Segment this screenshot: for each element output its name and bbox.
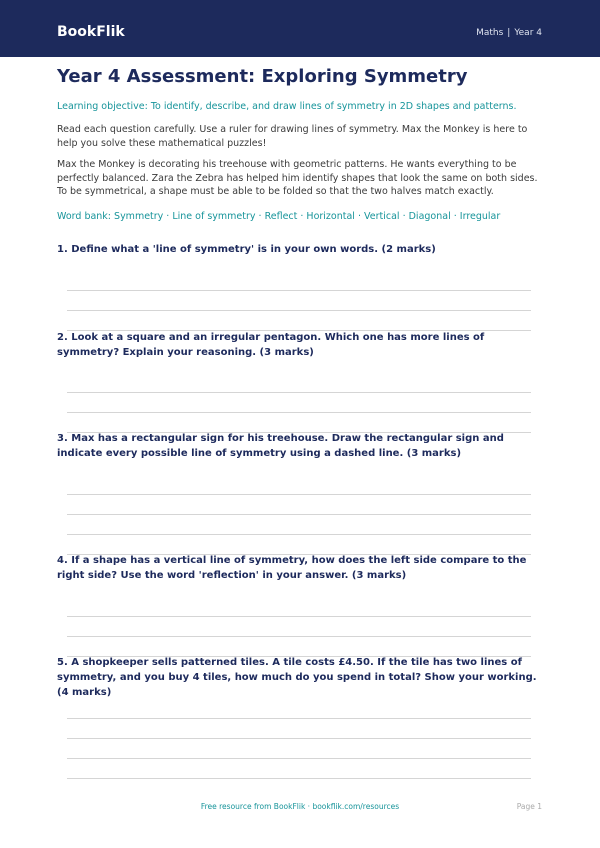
answer-line[interactable] bbox=[67, 392, 531, 393]
answer-line[interactable] bbox=[67, 514, 531, 515]
answer-line[interactable] bbox=[67, 718, 531, 719]
brand-logo[interactable]: BookFlik bbox=[57, 24, 125, 40]
answer-line[interactable] bbox=[67, 412, 531, 413]
question-4: 4. If a shape has a vertical line of symmetry, how does the left side compare to the right side? Use the word 'reflection' in your answer. (3 marks) bbox=[57, 555, 527, 581]
question-2: 2. Look at a square and an irregular pentagon. Which one has more lines of symmetry? Explain your reasoning. (3 marks) bbox=[57, 332, 485, 358]
story-paragraph: Max the Monkey is decorating his treehouse with geometric patterns. He wants everything to be perfectly balanced. Zara the Zebra has helped him identify shapes that look the same on both sides. To be symmetrical, a shape must be able to be folded so that the two halves match exactly. bbox=[57, 159, 538, 197]
page-header bbox=[0, 0, 600, 57]
answer-line[interactable] bbox=[67, 310, 531, 311]
word-bank: Word bank: Symmetry · Line of symmetry · Reflect · Horizontal · Vertical · Diagonal · Irregular bbox=[57, 211, 501, 222]
answer-line[interactable] bbox=[67, 778, 531, 779]
answer-line[interactable] bbox=[67, 616, 531, 617]
breadcrumb-separator: | bbox=[507, 28, 511, 38]
footer-credit[interactable]: Free resource from BookFlik · bookflik.com/resources bbox=[200, 802, 400, 811]
breadcrumb-subject: Maths bbox=[476, 28, 504, 38]
answer-line[interactable] bbox=[67, 290, 531, 291]
question-3: 3. Max has a rectangular sign for his treehouse. Draw the rectangular sign and indicate every possible line of symmetry using a dashed line. (3 marks) bbox=[57, 433, 504, 459]
page-number: Page 1 bbox=[516, 802, 542, 811]
breadcrumb-year: Year 4 bbox=[514, 28, 542, 38]
question-5: 5. A shopkeeper sells patterned tiles. A tile costs £4.50. If the tile has two lines of symmetry, and you buy 4 tiles, how much do you spend in total? Show your working. (4 marks) bbox=[57, 657, 537, 698]
page-title: Year 4 Assessment: Exploring Symmetry bbox=[57, 66, 468, 87]
instructions-paragraph: Read each question carefully. Use a ruler for drawing lines of symmetry. Max the Monkey is here to help you solve these mathematical puzzles! bbox=[57, 124, 528, 149]
learning-objective: Learning objective: To identify, describe, and draw lines of symmetry in 2D shapes and patterns. bbox=[57, 101, 517, 112]
question-1: 1. Define what a 'line of symmetry' is in your own words. (2 marks) bbox=[57, 244, 436, 255]
answer-line[interactable] bbox=[67, 494, 531, 495]
answer-line[interactable] bbox=[67, 534, 531, 535]
breadcrumb bbox=[476, 27, 542, 39]
answer-line[interactable] bbox=[67, 738, 531, 739]
answer-line[interactable] bbox=[67, 636, 531, 637]
answer-line[interactable] bbox=[67, 758, 531, 759]
